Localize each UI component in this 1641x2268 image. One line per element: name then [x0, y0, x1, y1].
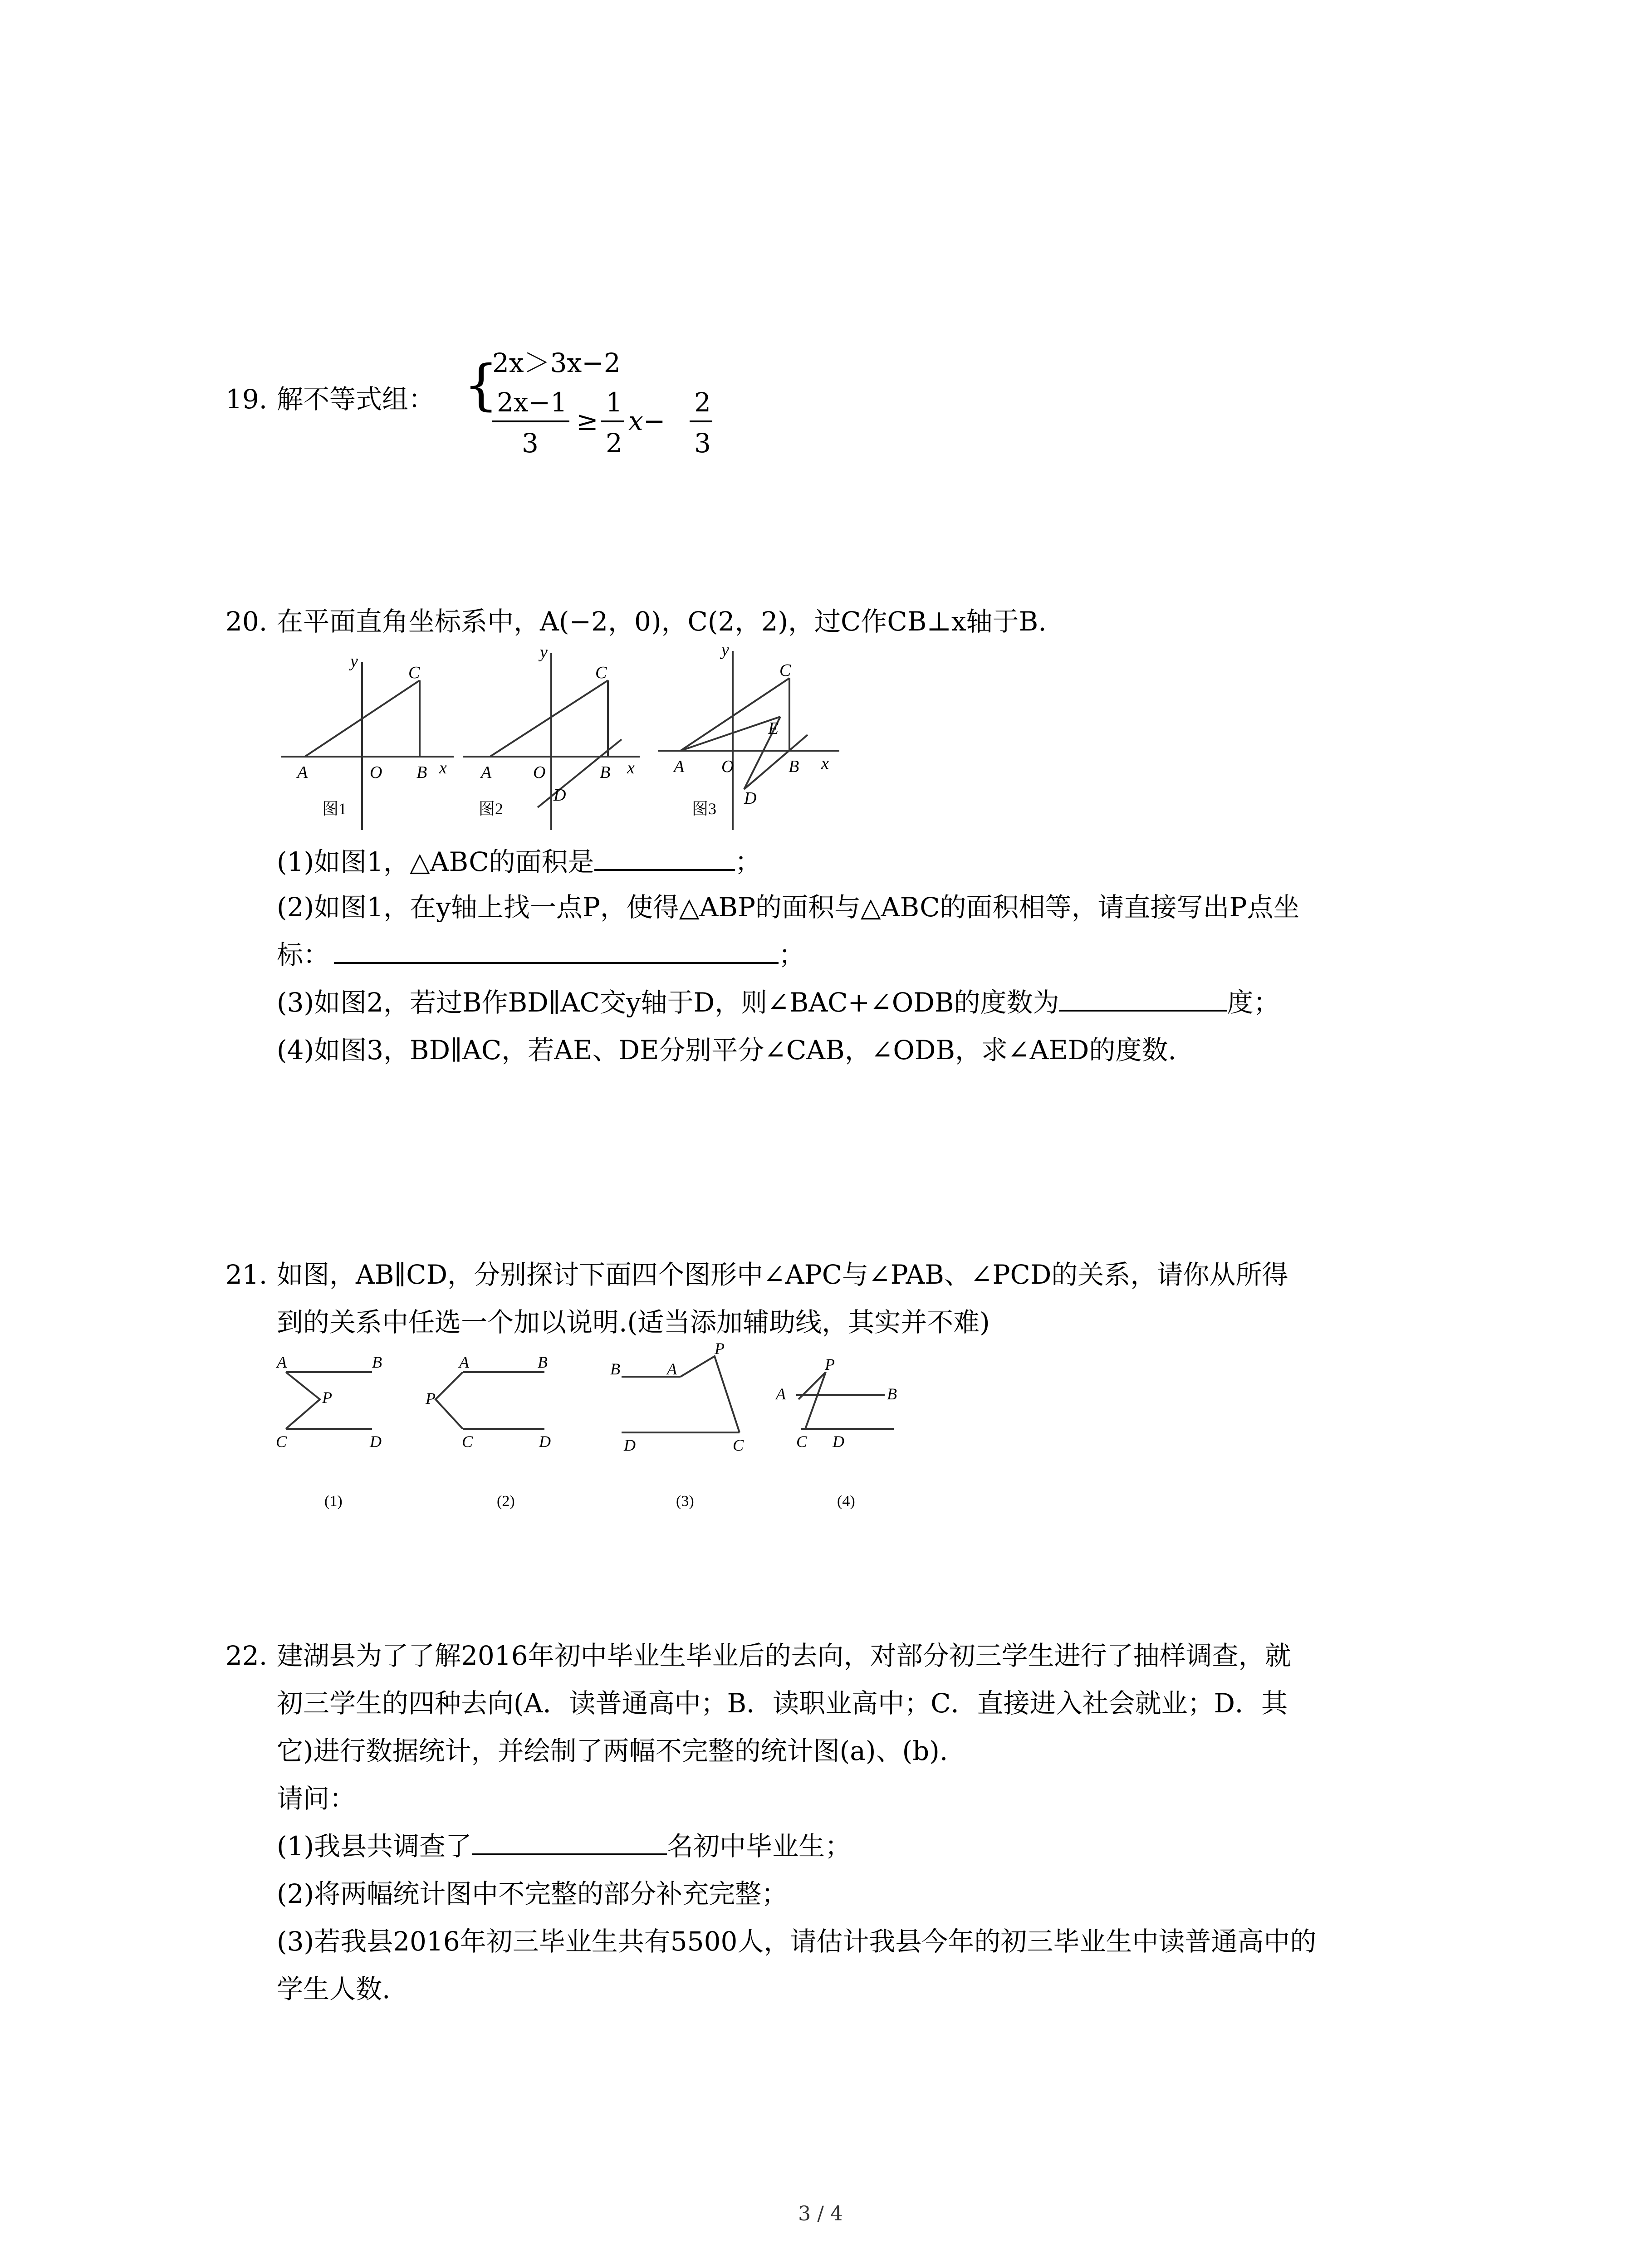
sub-question-2-line-1: (2)如图1，在y轴上找一点P，使得△ABP的面积与△ABC的面积相等，请直接写出P点坐 — [277, 892, 1300, 923]
point-label-O: O — [370, 763, 382, 782]
question-number: 20. — [225, 606, 268, 637]
question-number: 19. — [225, 384, 268, 415]
point-label-P: P — [426, 1389, 436, 1408]
point-label-A: A — [667, 1360, 677, 1378]
sub-question-text: (1)如图1，△ABC的面积是 — [277, 846, 594, 877]
fraction-numerator: 1 — [606, 387, 622, 418]
figure-20-3 — [653, 644, 853, 835]
fraction-denominator: 3 — [522, 428, 539, 459]
question-number: 21. — [225, 1259, 268, 1290]
axis-label-y: y — [350, 652, 358, 671]
figure-caption: (1) — [324, 1493, 343, 1510]
figure-caption: (2) — [497, 1493, 515, 1510]
figure-20-1 — [272, 644, 463, 835]
sub-question-text: (1)我县共调查了 — [277, 1831, 472, 1862]
answer-blank[interactable] — [472, 1831, 667, 1855]
point-label-D: D — [539, 1432, 551, 1451]
point-label-B: B — [600, 763, 611, 782]
sub-question-text: 标： — [277, 939, 330, 970]
point-label-E: E — [768, 719, 779, 738]
question-label: 解不等式组： — [277, 384, 435, 415]
point-label-C: C — [595, 663, 607, 682]
figure-caption: (4) — [837, 1493, 855, 1510]
point-label-A: A — [297, 763, 308, 782]
point-label-C: C — [462, 1432, 473, 1451]
fraction-denominator: 2 — [606, 428, 622, 459]
sub-question-1 — [277, 846, 761, 878]
axis-label-x: x — [821, 754, 829, 773]
question-prompt: 请问： — [277, 1783, 356, 1814]
point-label-C: C — [796, 1432, 808, 1451]
fraction-bar — [492, 420, 569, 422]
sub-question-1 — [277, 1830, 851, 1862]
point-label-B: B — [372, 1353, 382, 1371]
x-term: x− — [628, 406, 666, 436]
answer-blank[interactable] — [1059, 987, 1227, 1012]
figure-21-4 — [771, 1349, 916, 1522]
question-stem: 在平面直角坐标系中，A(−2，0)，C(2，2)，过C作CB⊥x轴于B. — [277, 606, 1047, 637]
point-label-A: A — [776, 1385, 786, 1403]
point-label-C: C — [276, 1432, 287, 1451]
fraction-bar — [690, 420, 712, 422]
point-label-B: B — [610, 1360, 620, 1378]
answer-blank[interactable] — [594, 846, 735, 871]
inequality-row-1: 2x＞3x−2 — [492, 347, 621, 378]
point-label-P: P — [825, 1355, 835, 1374]
axis-label-x: x — [627, 758, 635, 777]
axis-label-x: x — [439, 758, 447, 777]
point-label-B: B — [416, 763, 427, 782]
sub-question-text: 度； — [1227, 987, 1280, 1018]
figure-21-2 — [422, 1349, 572, 1522]
page-number: 3 / 4 — [798, 2202, 843, 2225]
sub-question-4: (4)如图3，BD∥AC，若AE、DE分别平分∠CAB，∠ODB，求∠AED的度数. — [277, 1035, 1176, 1066]
question-number: 22. — [225, 1640, 268, 1671]
point-label-A: A — [459, 1353, 469, 1371]
sub-question-text: 名初中毕业生； — [667, 1831, 852, 1862]
question-stem-line-1: 建湖县为了了解2016年初中毕业生毕业后的去向，对部分初三学生进行了抽样调查，就 — [277, 1640, 1291, 1671]
sub-question-2: (2)将两幅统计图中不完整的部分补充完整； — [277, 1878, 788, 1909]
question-stem-line-2: 初三学生的四种去向(A．读普通高中；B．读职业高中；C．直接进入社会就业；D．其 — [277, 1688, 1288, 1719]
question-stem-line-3: 它)进行数据统计，并绘制了两幅不完整的统计图(a)、(b). — [277, 1735, 948, 1766]
axis-label-y: y — [540, 644, 548, 662]
fraction-bar — [601, 420, 624, 422]
sub-question-text: (3)如图2，若过B作BD∥AC交y轴于D，则∠BAC+∠ODB的度数为 — [277, 987, 1059, 1018]
point-label-D: D — [833, 1432, 844, 1451]
fraction-denominator: 3 — [694, 428, 711, 459]
sub-question-text: ； — [735, 846, 761, 877]
fraction-numerator: 2 — [694, 387, 711, 418]
point-label-D: D — [370, 1432, 382, 1451]
point-label-D: D — [624, 1436, 636, 1454]
point-label-O: O — [721, 757, 734, 776]
sub-question-2-line-2 — [277, 939, 805, 971]
figure-20-2 — [458, 644, 649, 835]
geq-sign: ≥ — [576, 406, 598, 436]
sub-question-3 — [277, 987, 1280, 1018]
point-label-A: A — [277, 1353, 287, 1371]
point-label-C: C — [733, 1436, 744, 1454]
point-label-B: B — [538, 1353, 548, 1371]
sub-question-3-line-2: 学生人数. — [277, 1974, 391, 2004]
point-label-O: O — [533, 763, 546, 782]
point-label-P: P — [715, 1339, 725, 1358]
point-label-C: C — [408, 663, 420, 682]
answer-blank[interactable] — [334, 939, 779, 964]
figure-caption: (3) — [676, 1493, 694, 1510]
fraction-numerator: 2x−1 — [497, 387, 568, 418]
figure-21-3 — [603, 1334, 758, 1522]
left-brace: { — [464, 354, 499, 417]
point-label-P: P — [322, 1388, 332, 1407]
point-label-D: D — [554, 786, 566, 805]
sub-question-3-line-1: (3)若我县2016年初三毕业生共有5500人，请估计我县今年的初三毕业生中读普通高中的 — [277, 1926, 1317, 1957]
point-label-B: B — [887, 1385, 897, 1403]
point-label-A: A — [481, 763, 492, 782]
point-label-A: A — [674, 757, 685, 776]
figure-caption: 图3 — [692, 800, 717, 818]
figure-caption: 图2 — [479, 800, 504, 818]
figure-21-1 — [268, 1349, 404, 1522]
figure-caption: 图1 — [322, 800, 347, 818]
point-label-C: C — [779, 661, 791, 680]
point-label-D: D — [744, 789, 757, 808]
question-stem-line-2: 到的关系中任选一个加以说明.(适当添加辅助线，其实并不难) — [277, 1307, 990, 1338]
axis-label-y: y — [721, 644, 729, 660]
point-label-B: B — [789, 757, 799, 776]
question-stem-line-1: 如图，AB∥CD，分别探讨下面四个图形中∠APC与∠PAB、∠PCD的关系，请你从所得 — [277, 1259, 1288, 1290]
sub-question-text: ； — [779, 939, 805, 970]
